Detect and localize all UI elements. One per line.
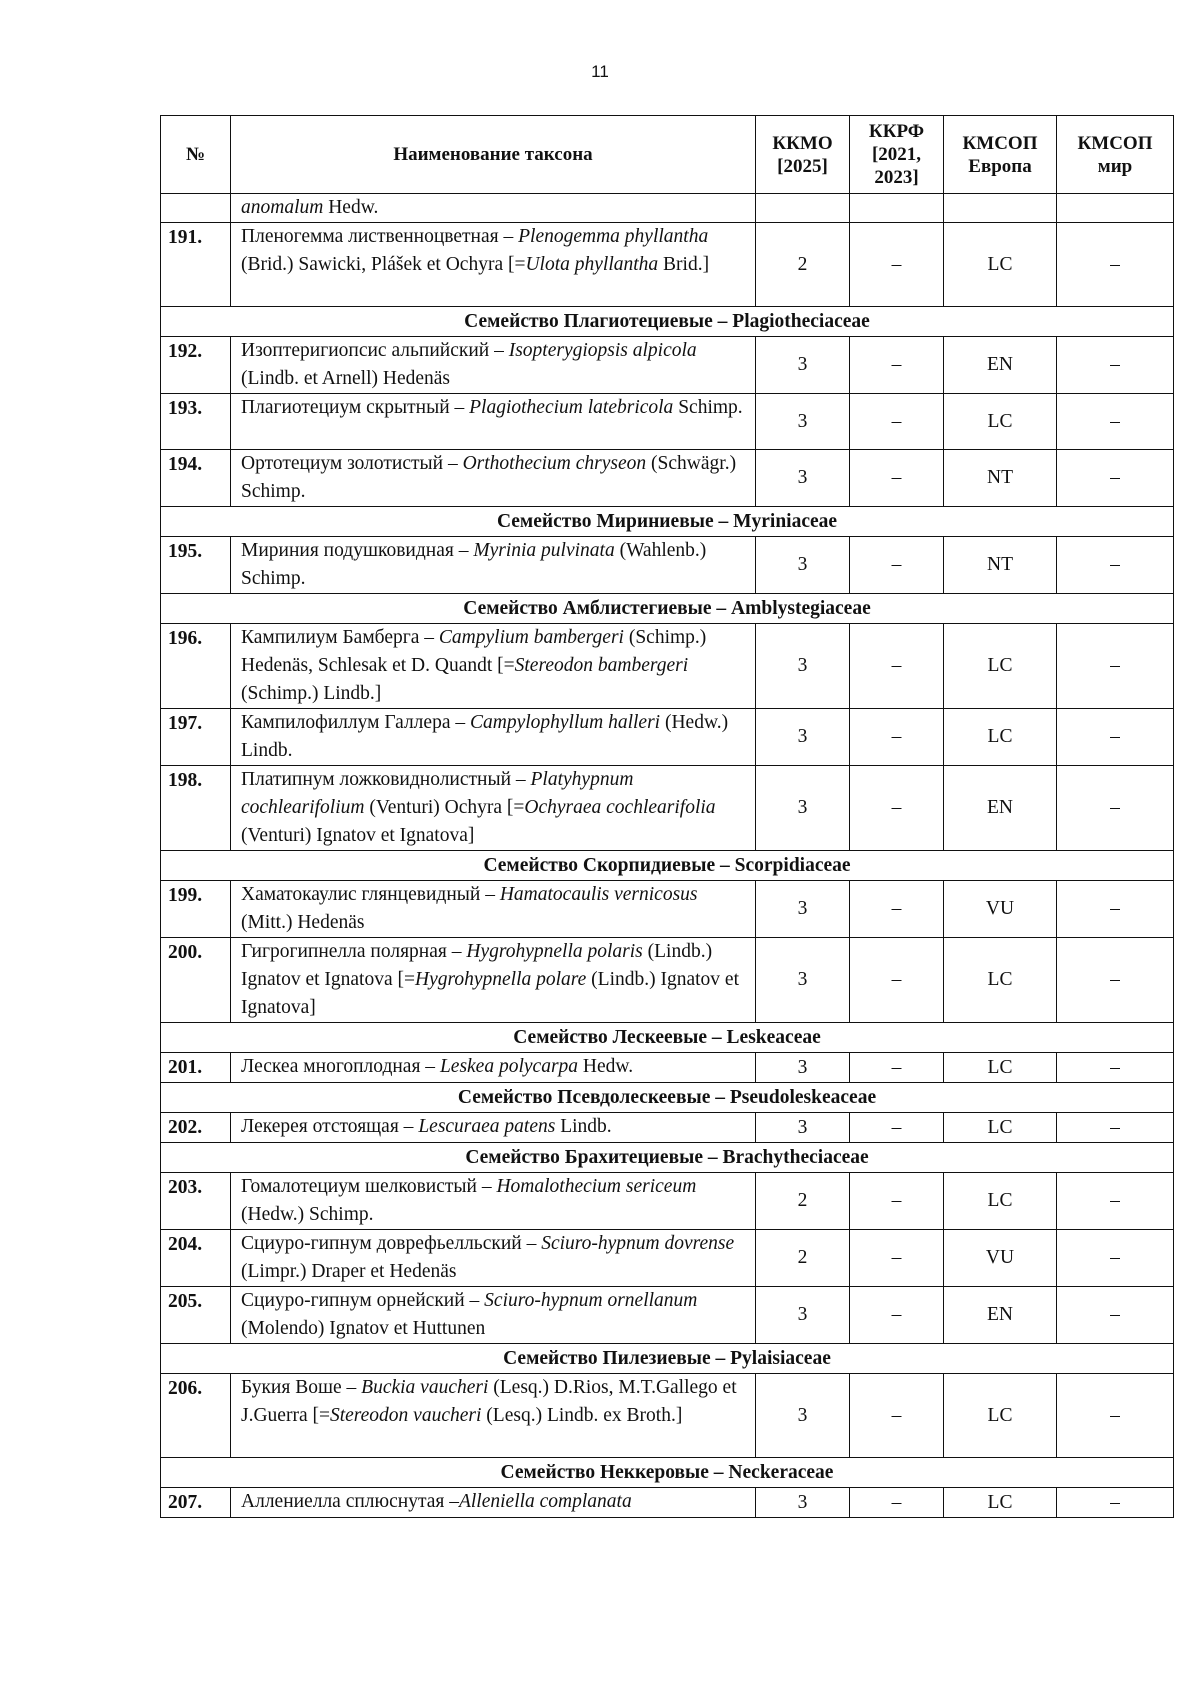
family-row (161, 1344, 1174, 1374)
family-heading: Семейство Амблистегиевые – Amblystegiaceae (161, 594, 1174, 624)
status-iucn-europe: LC (944, 223, 1057, 307)
name-text: (Brid.) Sawicki, Plášek et Ochyra [= (241, 254, 526, 275)
name-text: Плагиотециум скрытный – (241, 397, 470, 418)
family-row (161, 594, 1174, 624)
header-iucn-europe: КМСОП Европа (944, 116, 1057, 194)
family-heading: Семейство Скорпидиевые – Scorpidiaceae (161, 851, 1174, 881)
taxon-name (231, 709, 756, 766)
latin-name: Isopterygiopsis alpicola (508, 340, 697, 361)
status-iucn-world: – (1057, 450, 1174, 507)
status-kkrf: – (850, 1287, 944, 1344)
table-row (161, 337, 1174, 394)
taxon-number: 207. (161, 1488, 231, 1518)
status-kkmo: 3 (756, 1053, 850, 1083)
name-text: Лескеа многоплодная – (241, 1056, 440, 1077)
family-row (161, 1083, 1174, 1113)
taxon-number: 192. (161, 337, 231, 394)
status-kkrf (850, 194, 944, 223)
status-iucn-europe: LC (944, 709, 1057, 766)
latin-name: Stereodon bambergeri (514, 655, 689, 676)
latin-name: Stereodon vaucheri (329, 1405, 482, 1426)
taxon-name (231, 1488, 756, 1518)
status-iucn-world: – (1057, 1113, 1174, 1143)
name-text: Lindb. (555, 1116, 612, 1137)
latin-name: Alleniella complanata (458, 1491, 632, 1512)
name-text: Hedw. (323, 197, 379, 218)
family-heading: Семейство Пилезиевые – Pylaisiaceae (161, 1344, 1174, 1374)
status-iucn-europe: LC (944, 1173, 1057, 1230)
status-kkmo: 2 (756, 1230, 850, 1287)
name-text: Хаматокаулис глянцевидный – (241, 884, 500, 905)
status-iucn-world: – (1057, 223, 1174, 307)
taxon-name (231, 1053, 756, 1083)
family-heading: Семейство Мириниевые – Myriniaceae (161, 507, 1174, 537)
latin-name: Myrinia pulvinata (473, 540, 615, 561)
status-iucn-world: – (1057, 624, 1174, 709)
status-iucn-europe: LC (944, 1113, 1057, 1143)
name-text: Ортотециум золотистый – (241, 453, 463, 474)
latin-name: Platyhypnum cochlearifolium (241, 769, 634, 818)
family-row (161, 1023, 1174, 1053)
taxon-name (231, 1230, 756, 1287)
name-text: Кампилиум Бамберга – (241, 627, 439, 648)
table-row (161, 1053, 1174, 1083)
name-text: (Mitt.) Hedenäs (241, 912, 365, 933)
name-text: (Lindb. et Arnell) Hedenäs (241, 368, 451, 389)
family-heading: Семейство Плагиотециевые – Plagiotheciaceae (161, 307, 1174, 337)
name-text: Гомалотециум шелковистый – (241, 1176, 497, 1197)
name-text: (Schwägr.) Schimp. (241, 453, 737, 502)
name-text: Мириния подушковидная – (241, 540, 474, 561)
status-iucn-world: – (1057, 337, 1174, 394)
name-text: Hedw. (578, 1056, 634, 1077)
status-iucn-world (1057, 194, 1174, 223)
status-iucn-world: – (1057, 1053, 1174, 1083)
status-kkrf: – (850, 223, 944, 307)
latin-name: Campylium bambergeri (438, 627, 624, 648)
family-row (161, 307, 1174, 337)
status-iucn-europe: NT (944, 537, 1057, 594)
table-row (161, 1287, 1174, 1344)
table-row (161, 1488, 1174, 1518)
status-iucn-europe: EN (944, 337, 1057, 394)
name-text: Brid.] (658, 254, 710, 275)
status-iucn-europe: LC (944, 394, 1057, 450)
status-kkrf: – (850, 766, 944, 851)
taxon-number: 203. (161, 1173, 231, 1230)
status-iucn-world: – (1057, 881, 1174, 938)
name-text: Schimp. (673, 397, 743, 418)
latin-name: Plenogemma phyllantha (518, 226, 709, 247)
table-row (161, 766, 1174, 851)
status-iucn-europe: VU (944, 881, 1057, 938)
status-iucn-world: – (1057, 709, 1174, 766)
status-kkmo: 3 (756, 709, 850, 766)
family-row (161, 1143, 1174, 1173)
name-text: (Schimp.) Lindb.] (241, 683, 382, 704)
name-text: (Venturi) Ignatov et Ignatova] (241, 825, 475, 846)
taxon-number: 195. (161, 537, 231, 594)
taxon-number: 193. (161, 394, 231, 450)
status-kkrf: – (850, 394, 944, 450)
page-number: 11 (591, 62, 609, 81)
status-kkrf: – (850, 1374, 944, 1458)
taxon-number: 194. (161, 450, 231, 507)
status-kkrf: – (850, 1173, 944, 1230)
header-kkmo: ККМО [2025] (756, 116, 850, 194)
status-iucn-world: – (1057, 766, 1174, 851)
status-kkmo: 3 (756, 450, 850, 507)
name-text: (Hedw.) Schimp. (241, 1204, 374, 1225)
table-row (161, 709, 1174, 766)
latin-name: Orthothecium chryseon (462, 453, 647, 474)
name-text: (Schimp.) Hedenäs, Schlesak et D. Quandt [= (241, 627, 707, 676)
header-iucn-world: КМСОП мир (1057, 116, 1174, 194)
family-row (161, 851, 1174, 881)
taxon-number: 198. (161, 766, 231, 851)
name-text: (Wahlenb.) Schimp. (241, 540, 707, 589)
taxon-number: 205. (161, 1287, 231, 1344)
table-row (161, 881, 1174, 938)
family-heading: Семейство Псевдолескеевые – Pseudoleskeaceae (161, 1083, 1174, 1113)
family-row (161, 507, 1174, 537)
taxon-name (231, 1287, 756, 1344)
taxon-number: 204. (161, 1230, 231, 1287)
table-row (161, 394, 1174, 450)
status-kkmo: 3 (756, 938, 850, 1023)
status-kkrf: – (850, 709, 944, 766)
table-row (161, 624, 1174, 709)
latin-name: Lescuraea patens (418, 1116, 556, 1137)
taxon-number: 191. (161, 223, 231, 307)
family-heading: Семейство Брахитециевые – Brachytheciaceae (161, 1143, 1174, 1173)
status-kkrf: – (850, 1053, 944, 1083)
latin-name: Hamatocaulis vernicosus (499, 884, 698, 905)
latin-name: Sciuro-hypnum ornellanum (484, 1290, 698, 1311)
latin-name: Leskea polycarpa (439, 1056, 579, 1077)
table-row (161, 1173, 1174, 1230)
status-iucn-world: – (1057, 938, 1174, 1023)
latin-name: Hygrohypnella polaris (466, 941, 643, 962)
name-text: (Venturi) Ochyra [= (364, 797, 525, 818)
taxa-table (160, 115, 1174, 1518)
name-text: Изоптеригиопсис альпийский – (241, 340, 509, 361)
family-row (161, 1458, 1174, 1488)
latin-name: anomalum (241, 197, 324, 218)
taxon-name (231, 1173, 756, 1230)
taxon-name (231, 938, 756, 1023)
status-iucn-europe: LC (944, 1488, 1057, 1518)
latin-name: Hygrohypnella polare (414, 969, 587, 990)
taxon-number: 206. (161, 1374, 231, 1458)
name-text: (Lesq.) Lindb. ex Broth.] (481, 1405, 683, 1426)
table-row (161, 1113, 1174, 1143)
status-kkrf: – (850, 938, 944, 1023)
table-body (161, 194, 1174, 1518)
header-kkrf: ККРФ [2021, 2023] (850, 116, 944, 194)
status-kkmo: 2 (756, 223, 850, 307)
status-iucn-world: – (1057, 1173, 1174, 1230)
taxon-name (231, 1374, 756, 1458)
status-kkrf: – (850, 1230, 944, 1287)
taxon-name (231, 624, 756, 709)
family-heading: Семейство Неккеровые – Neckeraceae (161, 1458, 1174, 1488)
status-kkrf: – (850, 537, 944, 594)
name-text: Букия Воше – (241, 1377, 362, 1398)
header-taxon-name: Наименование таксона (231, 116, 756, 194)
latin-name: Buckia vaucheri (361, 1377, 489, 1398)
taxon-number: 196. (161, 624, 231, 709)
status-iucn-europe: NT (944, 450, 1057, 507)
taxon-name (231, 337, 756, 394)
status-kkmo: 3 (756, 624, 850, 709)
taxon-name (231, 881, 756, 938)
table-row (161, 450, 1174, 507)
name-text: (Molendo) Ignatov et Huttunen (241, 1318, 486, 1339)
status-kkmo: 2 (756, 1173, 850, 1230)
taxon-number: 199. (161, 881, 231, 938)
status-kkmo: 3 (756, 1488, 850, 1518)
status-kkrf: – (850, 337, 944, 394)
status-iucn-world: – (1057, 1488, 1174, 1518)
name-text: (Lindb.) Ignatov et Ignatova [= (241, 941, 713, 990)
name-text: Аллениелла сплюснутая – (241, 1491, 459, 1512)
name-text: Пленогемма лиственноцветная – (241, 226, 519, 247)
status-iucn-europe: EN (944, 1287, 1057, 1344)
table-row (161, 537, 1174, 594)
taxon-name (231, 450, 756, 507)
status-kkrf: – (850, 1488, 944, 1518)
taxon-number: 197. (161, 709, 231, 766)
status-iucn-world: – (1057, 1374, 1174, 1458)
status-iucn-europe: VU (944, 1230, 1057, 1287)
taxon-name (231, 1113, 756, 1143)
status-kkmo: 3 (756, 881, 850, 938)
status-iucn-europe: EN (944, 766, 1057, 851)
status-iucn-europe: LC (944, 938, 1057, 1023)
taxon-number: 201. (161, 1053, 231, 1083)
name-text: Платипнум ложковиднолистный – (241, 769, 531, 790)
status-kkmo (756, 194, 850, 223)
status-kkmo: 3 (756, 1113, 850, 1143)
status-kkmo: 3 (756, 394, 850, 450)
status-kkmo: 3 (756, 1374, 850, 1458)
status-kkrf: – (850, 1113, 944, 1143)
taxon-number: 200. (161, 938, 231, 1023)
status-kkmo: 3 (756, 1287, 850, 1344)
table-row (161, 223, 1174, 307)
taxon-name (231, 223, 756, 307)
status-iucn-europe: LC (944, 1053, 1057, 1083)
status-kkmo: 3 (756, 766, 850, 851)
name-text: (Hedw.) Lindb. (241, 712, 729, 761)
table-row (161, 1230, 1174, 1287)
taxon-number: 202. (161, 1113, 231, 1143)
status-kkmo: 3 (756, 337, 850, 394)
status-iucn-world: – (1057, 537, 1174, 594)
status-kkrf: – (850, 881, 944, 938)
status-iucn-world: – (1057, 394, 1174, 450)
latin-name: Campylophyllum halleri (469, 712, 661, 733)
name-text: Лекерея отстоящая – (241, 1116, 419, 1137)
name-text: (Lesq.) D.Rios, M.T.Gallego et J.Guerra [= (241, 1377, 737, 1426)
name-text: Гигрогипнелла полярная – (241, 941, 467, 962)
latin-name: Sciuro-hypnum dovrense (541, 1233, 735, 1254)
taxon-name (231, 537, 756, 594)
name-text: (Lindb.) Ignatov et Ignatova] (241, 969, 740, 1018)
name-text: (Limpr.) Draper et Hedenäs (241, 1261, 457, 1282)
status-iucn-world: – (1057, 1230, 1174, 1287)
name-text: Кампилофиллум Галлера – (241, 712, 470, 733)
header-number: № (161, 116, 231, 194)
latin-name: Ulota phyllantha (525, 254, 659, 275)
table-row (161, 1374, 1174, 1458)
status-iucn-europe: LC (944, 624, 1057, 709)
name-text: Сциуро-гипнум орнейский – (241, 1290, 485, 1311)
latin-name: Homalothecium sericeum (496, 1176, 697, 1197)
status-iucn-world: – (1057, 1287, 1174, 1344)
taxon-name (231, 394, 756, 450)
table-row (161, 194, 1174, 223)
status-iucn-europe (944, 194, 1057, 223)
family-heading: Семейство Лескеевые – Leskeaceae (161, 1023, 1174, 1053)
latin-name: Plagiothecium latebricola (469, 397, 674, 418)
status-kkrf: – (850, 450, 944, 507)
status-iucn-europe: LC (944, 1374, 1057, 1458)
taxon-name (231, 766, 756, 851)
status-kkrf: – (850, 624, 944, 709)
status-kkmo: 3 (756, 537, 850, 594)
table-row (161, 938, 1174, 1023)
table-header-row (161, 116, 1174, 194)
taxon-name (231, 194, 756, 223)
name-text: Сциуро-гипнум доврефьелльский – (241, 1233, 542, 1254)
latin-name: Ochyraea cochlearifolia (524, 797, 716, 818)
taxon-number (161, 194, 231, 223)
